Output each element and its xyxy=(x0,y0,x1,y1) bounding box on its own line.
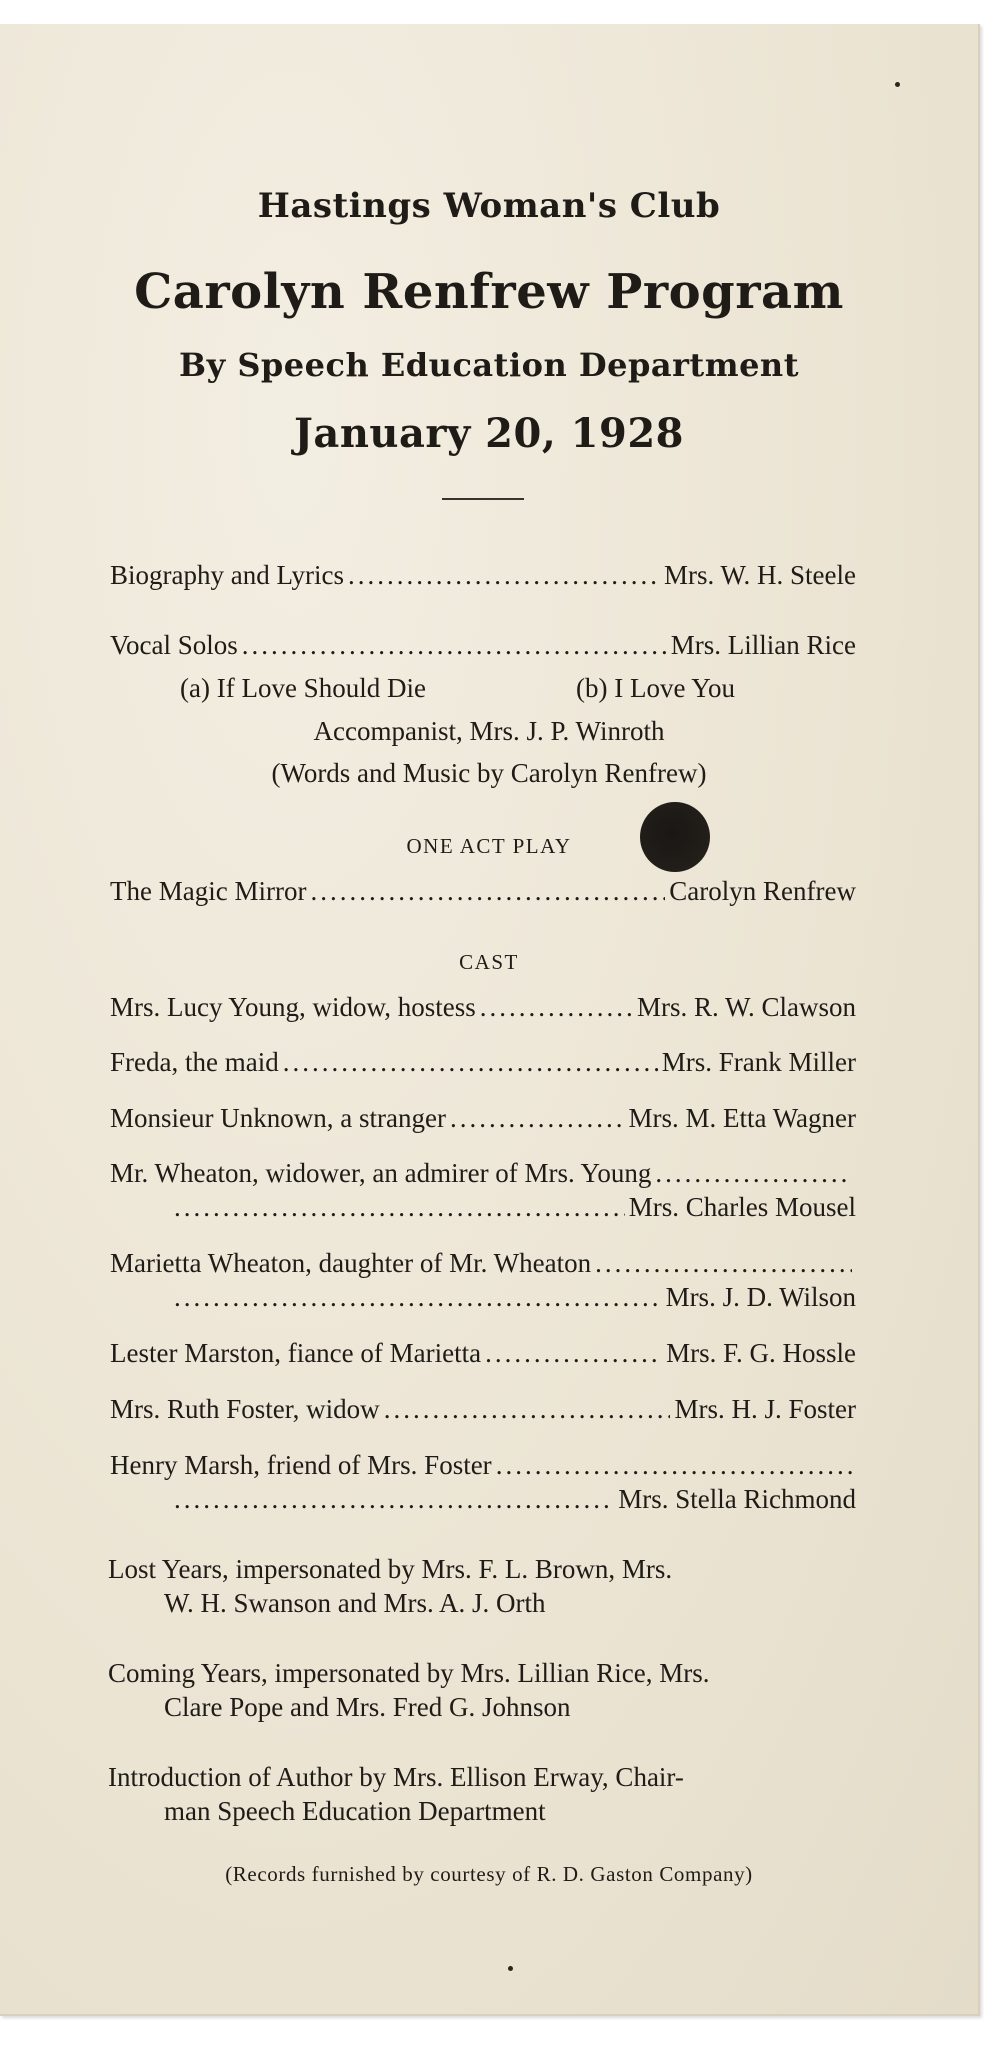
leader-dots xyxy=(595,1248,852,1279)
program-date: January 20, 1928 xyxy=(293,410,684,457)
cast-actor: Mrs. H. J. Foster xyxy=(674,1394,856,1424)
cast-role: Mr. Wheaton, widower, an admirer of Mrs. Young xyxy=(110,1158,652,1188)
cast-row-continued xyxy=(170,1282,856,1313)
paper-speck xyxy=(895,82,900,87)
cast-role: Mrs. Ruth Foster, widow xyxy=(110,1394,380,1424)
cast-row xyxy=(110,1450,856,1481)
song-b: (b) I Love You xyxy=(576,673,735,703)
performer-name: Mrs. W. H. Steele xyxy=(664,560,856,590)
cast-row xyxy=(110,1158,856,1189)
cast-row xyxy=(110,1338,856,1369)
cast-row xyxy=(110,1103,856,1134)
leader-dots xyxy=(450,1103,625,1134)
cast-row-continued xyxy=(170,1484,856,1515)
cast-heading: CAST xyxy=(459,950,519,974)
cast-role: Monsieur Unknown, a stranger xyxy=(110,1103,446,1133)
leader-dots xyxy=(496,1450,852,1481)
cast-actor: Mrs. J. D. Wilson xyxy=(665,1282,856,1312)
cast-role: Henry Marsh, friend of Mrs. Foster xyxy=(110,1450,492,1480)
introduction-line2: man Speech Education Department xyxy=(164,1796,546,1826)
department-line: By Speech Education Department xyxy=(179,346,799,384)
cast-row xyxy=(110,1394,856,1425)
cast-role: Freda, the maid xyxy=(110,1047,279,1077)
cast-row xyxy=(110,1047,856,1078)
item-label: Vocal Solos xyxy=(110,630,238,660)
cast-row xyxy=(110,992,856,1023)
play-title-row xyxy=(110,876,856,907)
header-divider xyxy=(442,498,524,500)
program-title: Carolyn Renfrew Program xyxy=(134,264,844,320)
play-author: Carolyn Renfrew xyxy=(669,876,856,906)
biography-row xyxy=(110,560,856,591)
play-heading: ONE ACT PLAY xyxy=(406,834,572,858)
leader-dots xyxy=(480,992,633,1023)
records-credit: (Records furnished by courtesy of R. D. Gaston Company) xyxy=(225,1862,753,1886)
leader-dots xyxy=(384,1394,671,1425)
leader-dots xyxy=(655,1158,852,1189)
coming-years-line2: Clare Pope and Mrs. Fred G. Johnson xyxy=(164,1692,571,1722)
cast-actor: Mrs. Stella Richmond xyxy=(618,1484,856,1514)
leader-dots xyxy=(485,1338,662,1369)
ink-stain xyxy=(640,802,710,872)
leader-dots xyxy=(174,1192,625,1223)
cast-actor: Mrs. Charles Mousel xyxy=(628,1192,856,1222)
cast-actor: Mrs. R. W. Clawson xyxy=(636,992,856,1022)
leader-dots xyxy=(242,630,667,661)
performer-name: Mrs. Lillian Rice xyxy=(670,630,856,660)
song-a: (a) If Love Should Die xyxy=(180,673,426,703)
lost-years-line1: Lost Years, impersonated by Mrs. F. L. Brown, Mrs. xyxy=(108,1554,673,1584)
leader-dots xyxy=(174,1484,614,1515)
leader-dots xyxy=(310,876,665,907)
coming-years-line1: Coming Years, impersonated by Mrs. Lillian Rice, Mrs. xyxy=(108,1658,710,1688)
cast-actor: Mrs. F. G. Hossle xyxy=(666,1338,856,1368)
cast-row xyxy=(110,1248,856,1279)
cast-actor: Mrs. M. Etta Wagner xyxy=(628,1103,856,1133)
introduction-line1: Introduction of Author by Mrs. Ellison Erway, Chair- xyxy=(108,1762,684,1792)
cast-role: Lester Marston, fiance of Marietta xyxy=(110,1338,482,1368)
item-label: Biography and Lyrics xyxy=(110,560,344,590)
vocal-solos-row xyxy=(110,630,856,661)
cast-role: Mrs. Lucy Young, widow, hostess xyxy=(110,992,476,1022)
leader-dots xyxy=(348,560,660,591)
program-card xyxy=(0,24,980,2016)
paper-speck xyxy=(508,1966,513,1971)
cast-row-continued xyxy=(170,1192,856,1223)
accompanist-line: Accompanist, Mrs. J. P. Winroth xyxy=(313,716,665,746)
play-title: The Magic Mirror xyxy=(110,876,307,906)
club-name: Hastings Woman's Club xyxy=(257,186,721,226)
cast-actor: Mrs. Frank Miller xyxy=(661,1047,856,1077)
lost-years-line2: W. H. Swanson and Mrs. A. J. Orth xyxy=(164,1588,546,1618)
leader-dots xyxy=(174,1282,662,1313)
music-credit: (Words and Music by Carolyn Renfrew) xyxy=(271,758,707,788)
cast-role: Marietta Wheaton, daughter of Mr. Wheaton xyxy=(110,1248,592,1278)
leader-dots xyxy=(283,1047,658,1078)
